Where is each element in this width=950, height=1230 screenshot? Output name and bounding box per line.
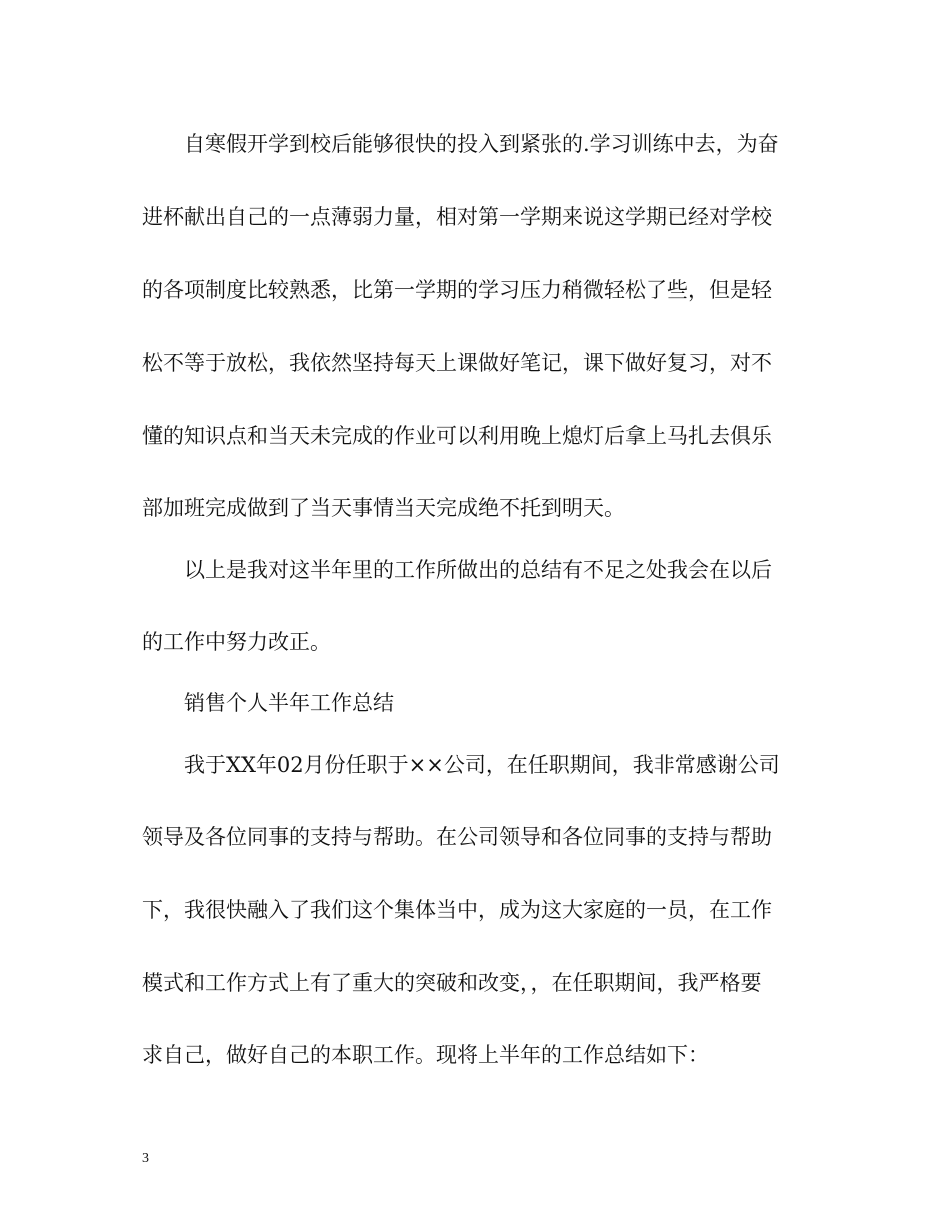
page-number: 3 (142, 1151, 149, 1166)
paragraph-line: 以上是我对这半年里的工作所做出的总结有不足之处我会在以后 (184, 558, 772, 582)
paragraph-line: 的工作中努力改正。 (142, 630, 331, 654)
section-heading: 销售个人半年工作总结 (184, 691, 394, 715)
paragraph-line: 求自己，做好自己的本职工作。现将上半年的工作总结如下： (142, 1043, 709, 1067)
paragraph-line: 部加班完成做到了当天事情当天完成绝不托到明天。 (142, 496, 625, 520)
paragraph-line: 进杯献出自己的一点薄弱力量，相对第一学期来说这学期已经对学校 (142, 205, 772, 229)
paragraph-line: 模式和工作方式上有了重大的突破和改变，，在任职期间，我严格要 (142, 971, 762, 995)
paragraph-line: 我于XX年02月份任职于××公司，在任职期间，我非常感谢公司 (184, 753, 780, 777)
paragraph-line: 懂的知识点和当天未完成的作业可以利用晚上熄灯后拿上马扎去俱乐 (142, 424, 772, 448)
paragraph-line: 的各项制度比较熟悉，比第一学期的学习压力稍微轻松了些，但是轻 (142, 278, 772, 302)
paragraph-line: 自寒假开学到校后能够很快的投入到紧张的.学习训练中去，为奋 (184, 132, 779, 156)
paragraph-line: 松不等于放松，我依然坚持每天上课做好笔记，课下做好复习，对不 (142, 351, 772, 375)
paragraph-line: 下，我很快融入了我们这个集体当中，成为这大家庭的一员，在工作 (142, 898, 772, 922)
paragraph-line: 领导及各位同事的支持与帮助。在公司领导和各位同事的支持与帮助 (142, 825, 772, 849)
